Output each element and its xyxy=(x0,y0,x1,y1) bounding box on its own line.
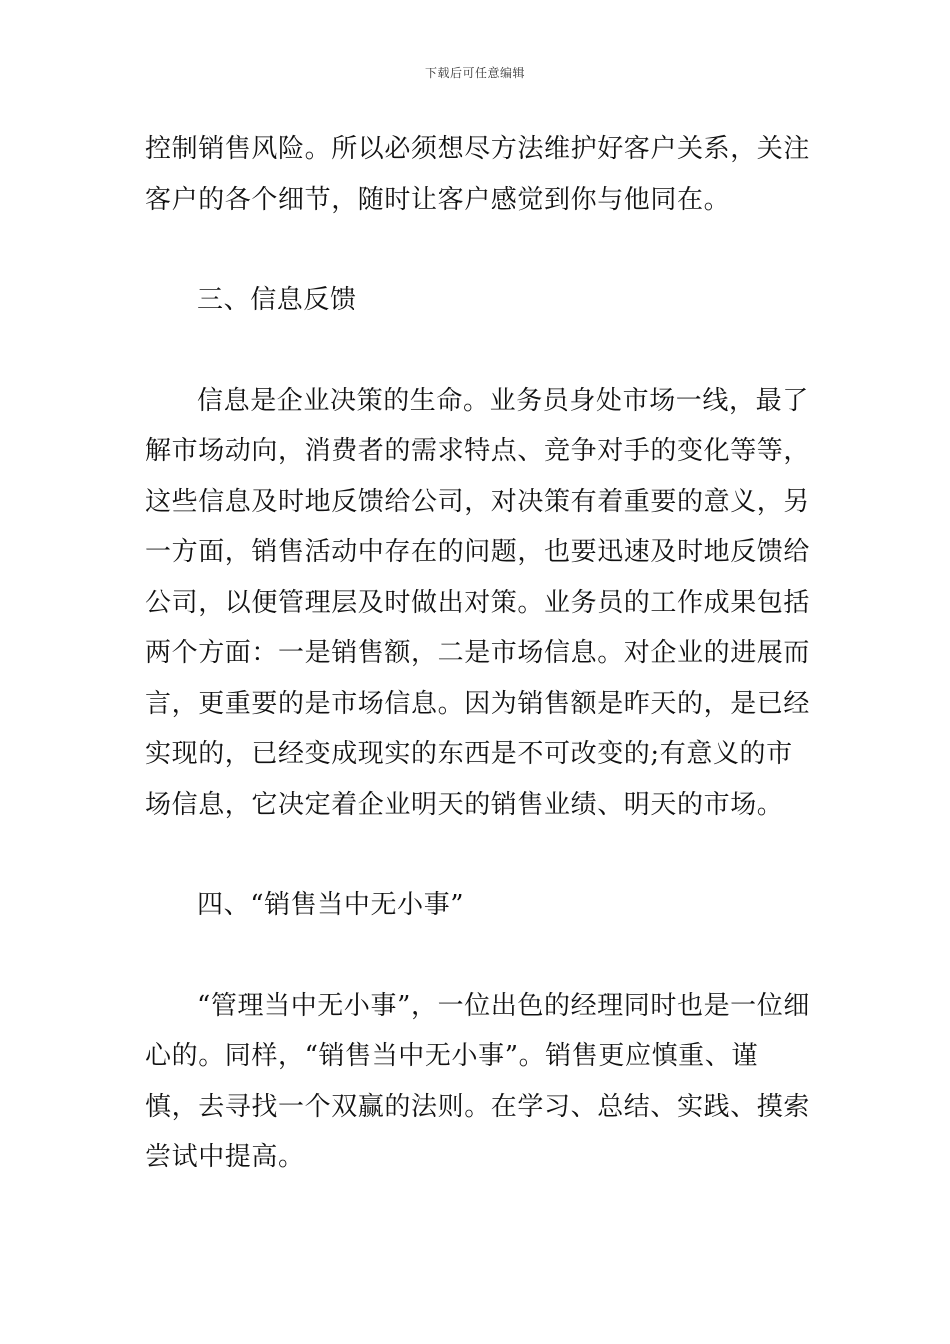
paragraph-continuation: 控制销售风险。所以必须想尽方法维护好客户关系，关注客户的各个细节，随时让客户感觉到你与他同在。 xyxy=(145,134,811,215)
document-body xyxy=(145,124,810,1183)
section-heading-4: 四、“销售当中无小事” xyxy=(197,890,465,920)
paragraph-information-feedback: 信息是企业决策的生命。业务员身处市场一线，最了解市场动向，消费者的需求特点、竞争对手的变化等等，这些信息及时地反馈给公司，对决策有着重要的意义，另一方面，销售活动中存在的问题，也要迅速及时地反馈给公司，以便管理层及时做出对策。业务员的工作成果包括两个方面：一是销售额，二是市场信息。对企业的进展而言，更重要的是市场信息。因为销售额是昨天的，是已经实现的，已经变成现实的东西是不可改变的;有意义的市场信息，它决定着企业明天的销售业绩、明天的市场。 xyxy=(145,385,811,820)
paragraph-no-small-matters: “管理当中无小事”，一位出色的经理同时也是一位细心的。同样，“销售当中无小事”。销售更应慎重、谨慎，去寻找一个双赢的法则。在学习、总结、实践、摸索尝试中提高。 xyxy=(145,990,811,1172)
page-header: 下载后可任意编辑 xyxy=(424,66,525,80)
section-heading-3: 三、信息反馈 xyxy=(197,285,357,315)
